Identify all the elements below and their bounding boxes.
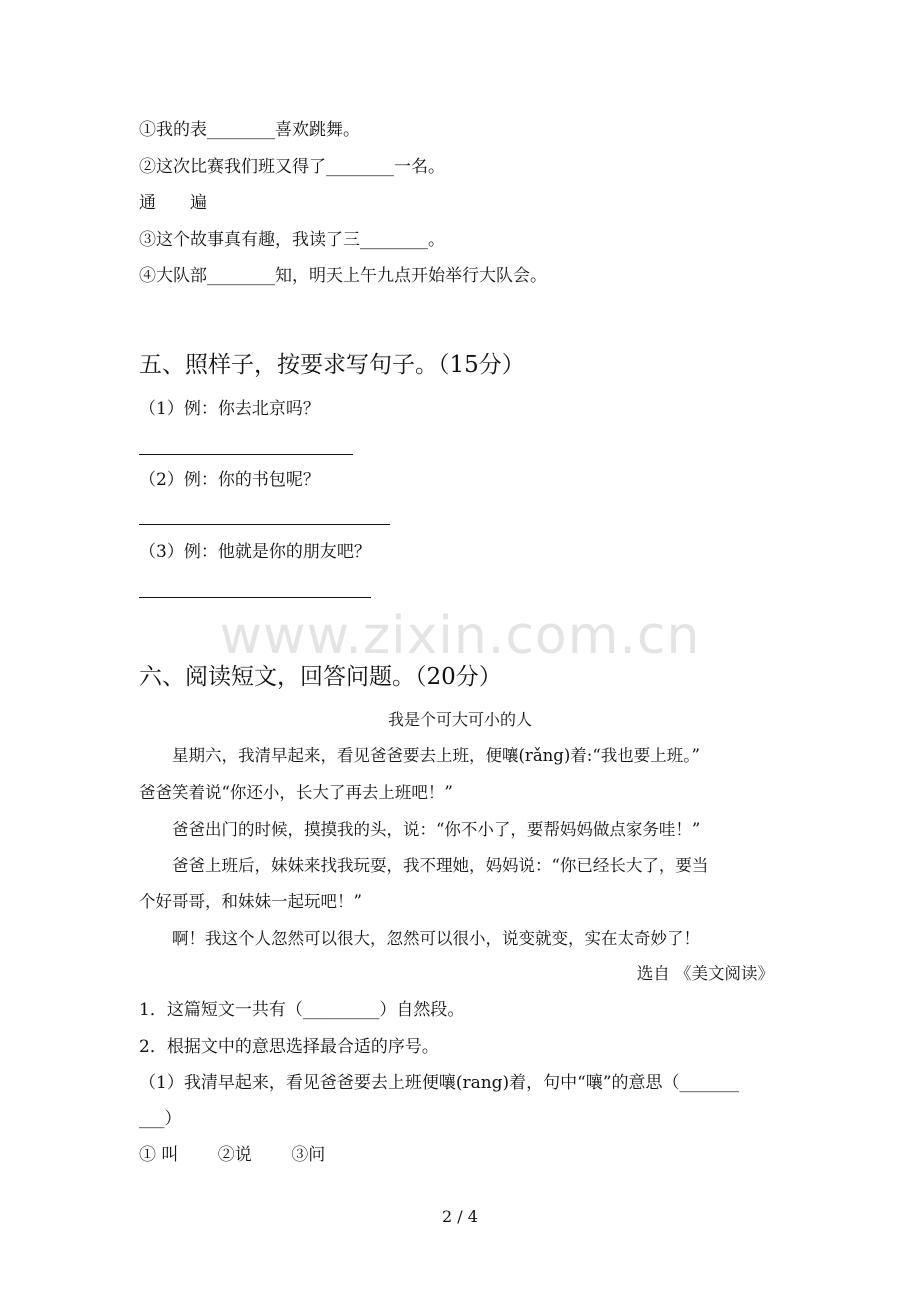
passage-p2: 爸爸出门的时候，摸摸我的头，说：“你不小了，要帮妈妈做点家务哇！”	[172, 820, 701, 839]
passage-p1-line2: 爸爸笑着说“你还小，长大了再去上班吧！”	[139, 783, 453, 802]
fill-blank-q4: ④大队部________知，明天上午九点开始举行大队会。	[139, 266, 547, 286]
question-2-1-options: ① 叫 ②说 ③问	[139, 1145, 326, 1165]
answer-line-3	[139, 597, 371, 598]
example-1: （1）例：你去北京吗？	[139, 399, 320, 419]
question-1: 1．这篇短文一共有（_________）自然段。	[139, 1000, 465, 1020]
question-2: 2．根据文中的意思选择最合适的序号。	[139, 1037, 439, 1057]
fill-blank-q2: ②这次比赛我们班又得了________一名。	[139, 157, 445, 177]
example-3: （3）例：他就是你的朋友吧？	[139, 542, 371, 562]
passage-p4: 啊！我这个人忽然可以很大，忽然可以很小，说变就变，实在太奇妙了！	[172, 929, 700, 948]
question-2-1-line1: （1）我清早起来，看见爸爸要去上班便嚷(rang)着，句中“嚷”的意思（_______	[139, 1073, 740, 1093]
page-number: 2 / 4	[442, 1207, 478, 1226]
section-five-title: 五、照样子，按要求写句子。（15分）	[139, 352, 525, 378]
fill-blank-q1: ①我的表________喜欢跳舞。	[139, 120, 360, 140]
answer-line-2	[139, 524, 390, 525]
fill-blank-q3: ③这个故事真有趣，我读了三________。	[139, 230, 445, 250]
answer-line-1	[139, 454, 353, 455]
passage-title: 我是个可大可小的人	[387, 710, 532, 729]
watermark: www.zixin.com.cn	[219, 606, 701, 666]
example-2: （2）例：你的书包呢？	[139, 470, 320, 490]
word-options: 通 遍	[139, 193, 207, 213]
passage-p3-line1: 爸爸上班后，妹妹来找我玩耍，我不理她，妈妈说：“你已经长大了，要当	[172, 856, 709, 875]
section-six-title: 六、阅读短文，回答问题。（20分）	[139, 664, 502, 690]
passage-p3-line2: 个好哥哥，和妹妹一起玩吧！”	[139, 892, 362, 911]
passage-p1-line1: 星期六，我清早起来，看见爸爸要去上班，便嚷(rǎng)着:“我也要上班。”	[172, 746, 700, 765]
passage-source: 选自 《美文阅读》	[636, 964, 774, 983]
question-2-1-line2: ___）	[139, 1109, 182, 1129]
